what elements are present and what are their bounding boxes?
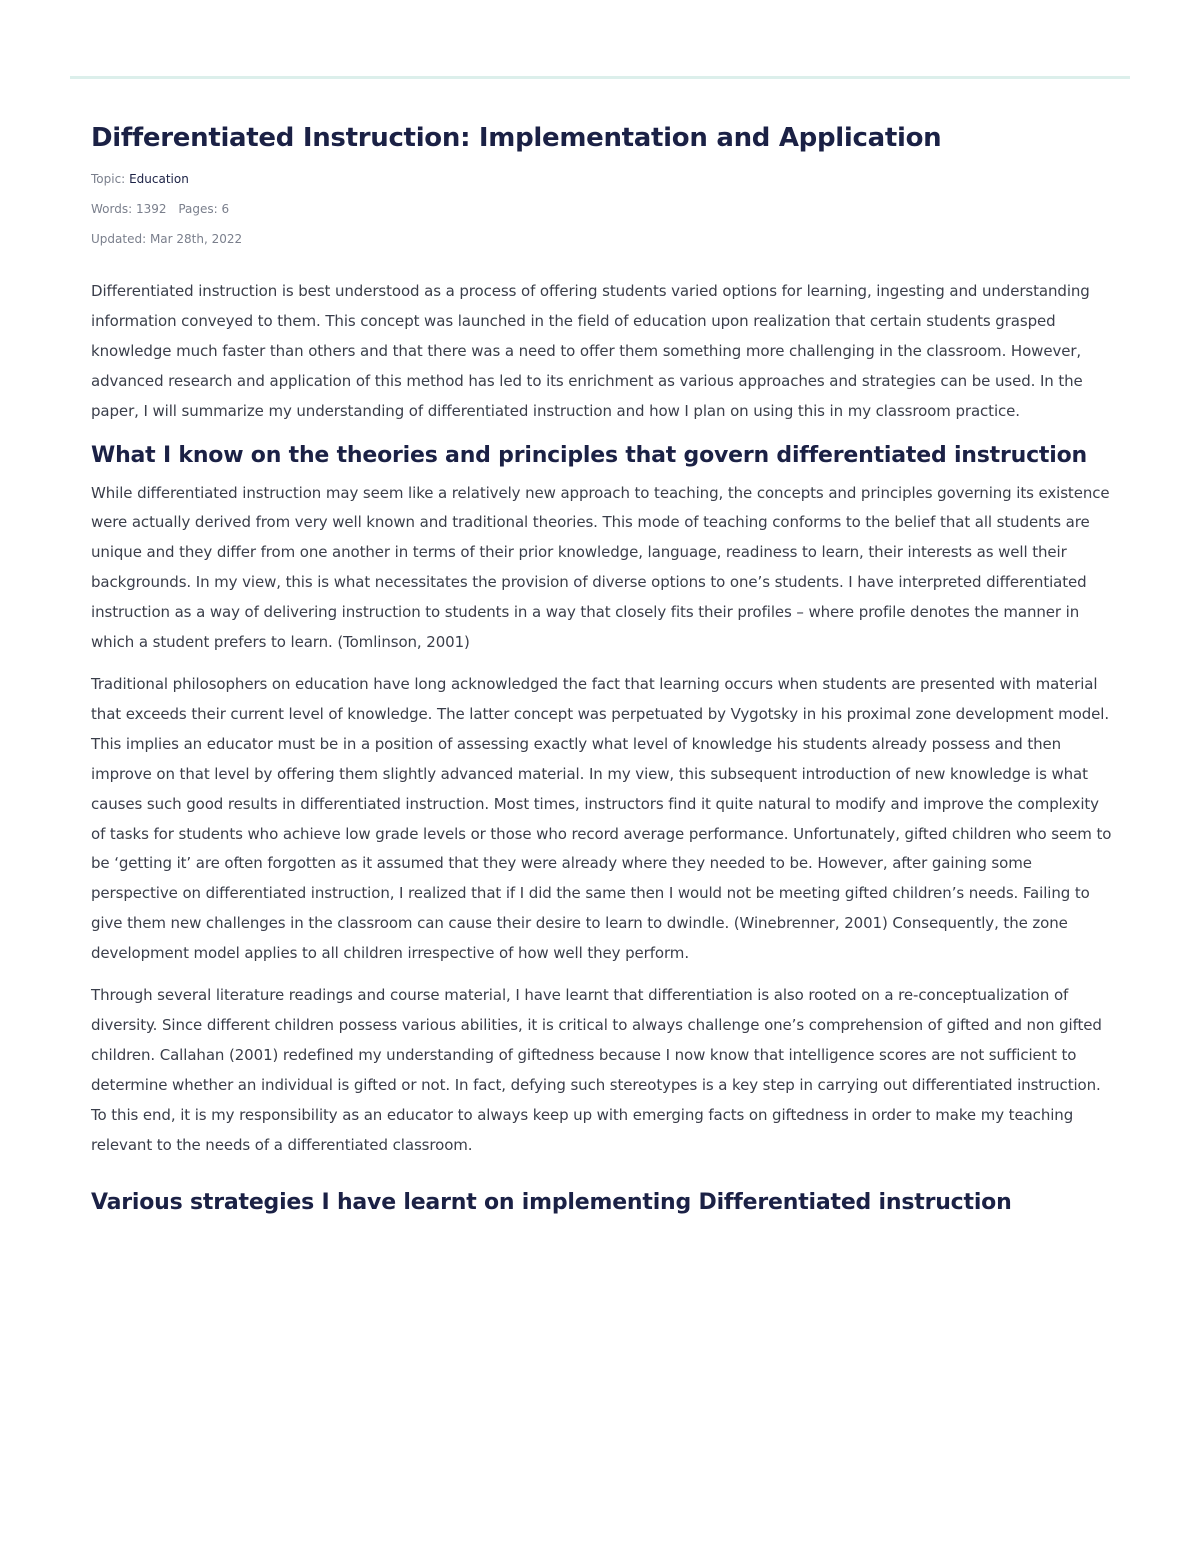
intro-paragraph: Differentiated instruction is best understood as a process of offering students varied options for learning, ingesting and understanding information conveyed to them. This concept was launched in the field of education upon realization that certain students grasped knowledge much faster than others and that there was a need to offer them something more challenging in the classroom. However, advanced research and application of this method has led to its enrichment as various approaches and strategies can be used. In the paper, I will summarize my understanding of differentiated instruction and how I plan on using this in my classroom practice. — [91, 282, 1090, 420]
meta-stats — [91, 201, 1113, 217]
words-value: 1392 — [135, 202, 167, 216]
meta-topic — [91, 171, 1113, 187]
words-label: Words: — [91, 202, 133, 216]
pages-value: 6 — [221, 202, 230, 216]
meta-updated — [91, 231, 1113, 247]
updated-value: Mar 28th, 2022 — [149, 232, 243, 246]
section-heading-strategies: Various strategies I have learnt on implementing Differentiated instruction — [91, 1190, 1012, 1216]
article — [91, 118, 1113, 1220]
body-paragraph: While differentiated instruction may seem like a relatively new approach to teaching, the concepts and principles governing its existence were actually derived from very well known and traditional theories. This mode of teaching conforms to the belief that all students are unique and they differ from one another in terms of their prior knowledge, language, readiness to learn, their interests as well their backgrounds. In my view, this is what necessitates the provision of diverse options to one’s students. I have interpreted differentiated instruction as a way of delivering instruction to students in a way that closely fits their profiles – where profile denotes the manner in which a student prefers to learn. (Tomlinson, 2001) — [91, 483, 1110, 652]
body-paragraph: Traditional philosophers on education have long acknowledged the fact that learning occurs when students are presented with material that exceeds their current level of knowledge. The latter concept was perpetuated by Vygotsky in his proximal zone development model. This implies an educator must be in a position of assessing exactly what level of knowledge his students already possess and then improve on that level by offering them slightly advanced material. In my view, this subsequent introduction of new knowledge is what causes such good results in differentiated instruction. Most times, instructors find it quite natural to modify and improve the complexity of tasks for students who achieve low grade levels or those who record average performance. Unfortunately, gifted children who seem to be ‘getting it’ are often forgotten as it assumed that they were already where they needed to be. However, after gaining some perspective on differentiated instruction, I realized that if I did the same then I would not be meeting gifted children’s needs. Failing to give them new challenges in the classroom can cause their desire to learn to dwindle. (Winebrenner, 2001) Consequently, the zone development model applies to all children irrespective of how well they perform. — [91, 674, 1112, 963]
pages-label: Pages: — [178, 202, 218, 216]
section-heading-theories: What I know on the theories and principles that govern differentiated instruction — [91, 442, 1087, 468]
updated-label: Updated: — [91, 232, 147, 246]
article-title: Differentiated Instruction: Implementation and Application — [91, 123, 942, 153]
topic-label: Topic: — [91, 172, 126, 186]
top-divider — [70, 76, 1130, 79]
topic-value[interactable]: Education — [129, 172, 189, 186]
body-paragraph: Through several literature readings and course material, I have learnt that differentiation is also rooted on a re-conceptualization of diversity. Since different children possess various abilities, it is critical to always challenge one’s comprehension of gifted and non gifted children. Callahan (2001) redefined my understanding of giftedness because I now know that intelligence scores are not sufficient to determine whether an individual is gifted or not. In fact, defying such stereotypes is a key step in carrying out differentiated instruction. To this end, it is my responsibility as an educator to always keep up with emerging facts on giftedness in order to make my teaching relevant to the needs of a differentiated classroom. — [91, 986, 1102, 1154]
